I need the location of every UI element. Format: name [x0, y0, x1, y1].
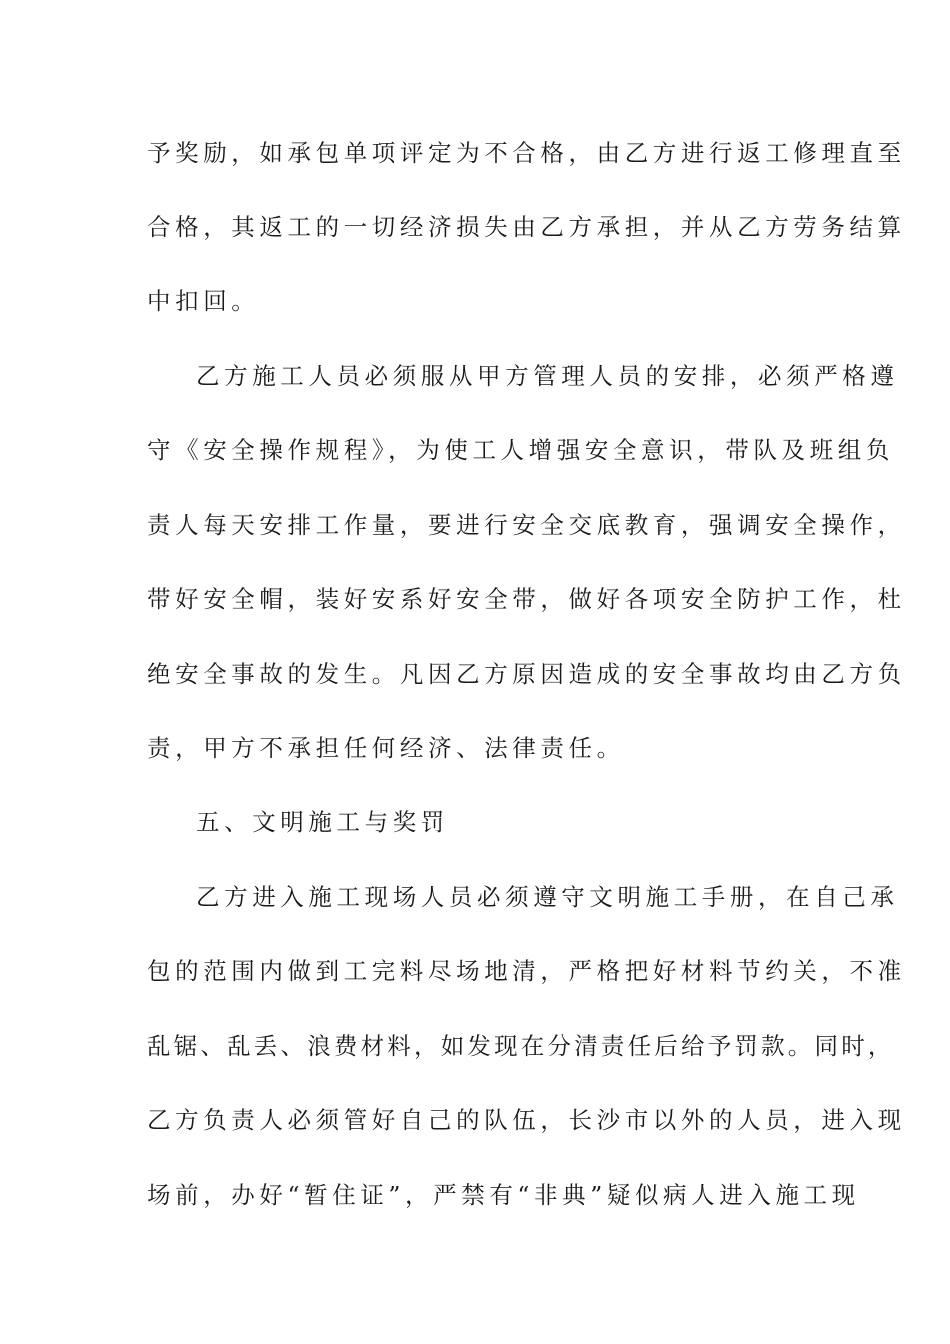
paragraph-line: 予奖励，如承包单项评定为不合格，由乙方进行返工修理直至: [147, 139, 906, 167]
paragraph-line: 场前，办好“暂住证”，严禁有“非典”疑似病人进入施工现: [147, 1181, 860, 1209]
paragraph-line: 中扣回。: [147, 287, 260, 315]
paragraph-line: 乙方负责人必须管好自己的队伍，长沙市以外的人员，进入现: [147, 1106, 906, 1134]
paragraph-line: 守《安全操作规程》，为使工人增强安全意识，带队及班组负: [147, 436, 894, 464]
paragraph-line: 包的范围内做到工完料尽场地清，严格把好材料节约关，不准: [147, 957, 906, 985]
paragraph-line: 责，甲方不承担任何经济、法律责任。: [147, 734, 625, 762]
paragraph-line: 乙方施工人员必须服从甲方管理人员的安排，必须严格遵: [196, 362, 899, 390]
paragraph-line: 责人每天安排工作量，要进行安全交底教育，强调安全操作，: [147, 511, 906, 539]
paragraph-line: 合格，其返工的一切经济损失由乙方承担，并从乙方劳务结算: [147, 213, 906, 241]
paragraph-line: 乙方进入施工现场人员必须遵守文明施工手册，在自己承: [196, 883, 899, 911]
paragraph-line: 绝安全事故的发生。凡因乙方原因造成的安全事故均由乙方负: [147, 660, 906, 688]
section-heading: 五、文明施工与奖罚: [196, 808, 449, 836]
paragraph-line: 乱锯、乱丢、浪费材料，如发现在分清责任后给予罚款。同时，: [147, 1032, 895, 1060]
paragraph-line: 带好安全帽，装好安系好安全带，做好各项安全防护工作，杜: [147, 585, 906, 613]
